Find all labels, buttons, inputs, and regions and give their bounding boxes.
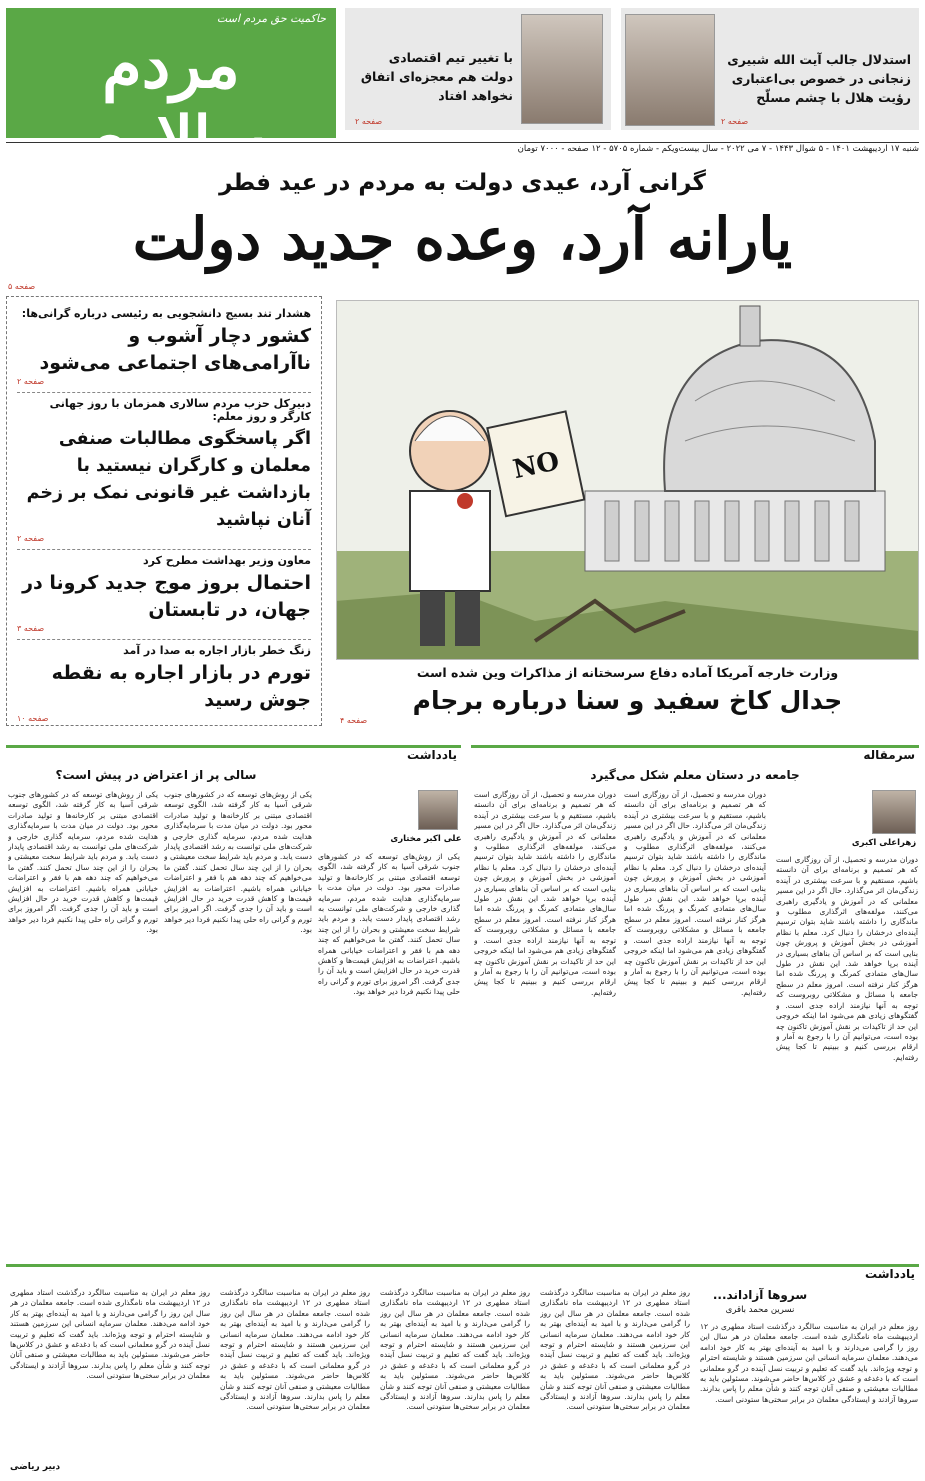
- divider: [17, 392, 311, 393]
- masthead-tagline: حاکمیت حق مردم است: [216, 12, 326, 25]
- editorial-section-header: سرمقاله: [471, 745, 919, 761]
- story-kicker: دبیرکل حزب مردم سالاری همزمان با روز جهانی کارگر و روز معلم:: [49, 397, 311, 423]
- story-kicker: هشدار تند بسیج دانشجویی به رئیسی درباره گرانی‌ها:: [21, 307, 311, 320]
- teaser-text: استدلال جالب آیت الله شبیری زنجانی در خصوص بی‌اعتباری رؤیت هلال با چشم مسلّح: [727, 52, 911, 105]
- bottom-byline: دبیر ریاضی: [10, 1462, 61, 1472]
- teaser-photo-official: [521, 14, 603, 124]
- teaser-text: با تغییر تیم اقتصادی دولت هم معجزه‌ای اتفاق نخواهد افتاد: [360, 50, 513, 103]
- lead-page: صفحه ۵: [8, 282, 36, 291]
- divider: [17, 549, 311, 550]
- story-2[interactable]: [17, 397, 311, 543]
- editorial-body-col2: دوران مدرسه و تحصیل، از آن روزگاری است که هر تصمیم و برنامه‌ای برای آن دانسته باشیم، مستقیم و با سرعت بیشتری در آینده زندگی‌مان اثر می‌گذارد. حال اگر در این مسیر معلمانی که در آموزش و یادگیری راهبری می‌کنند، مولفه‌های اثرگذاری مطلوب و ماندگاری را داشته باشند شاید بتوان ترسیم آینده‌ای درخشان را دنبال کرد. معلم با نظام آموزشی در بخش آموزش و پرورش چون بنایی است که بر اساس آن بناهای بسیاری در آینده برپا خواهد شد. این نقش در طول سال‌های متمادی کمرنگ و پررنگ شده اما هرگز کنار نرفته است. امروز معلم در سطح جامعه با مسائل و مشکلاتی روبروست که توجه به آنها نیازمند اراده جدی است. و گفتگوهای زیادی هم می‌شود اما اینکه خروجی این حد از تاکیدات بر نقش آموزش تاکنون چه بوده است، می‌توانیم آن را با رجوع به آمار و ارقام بررسی کنیم و ببینیم تا کجا پیش رفته‌ایم.: [624, 790, 766, 997]
- teaser-page: صفحه ۲: [721, 117, 749, 126]
- story-kicker: زنگ خطر بازار اجاره به صدا در آمد: [123, 644, 311, 657]
- teaser-economy[interactable]: [345, 8, 611, 130]
- left-stories-box: [6, 296, 322, 726]
- bottom-body-col5: روز معلم در ایران به مناسبت سالگرد درگذشت استاد مطهری در ۱۲ اردیبهشت ماه نامگذاری شده است. جامعه معلمان در هر سال این روز را گرامی می‌دارند و با امید به آینده‌ای بهتر به کار خود ادامه می‌دهند. معلمان سرمایه انسانی این سرزمین هستند و شایسته احترام و توجه ویژه‌اند. باید گفت که تعلیم و تربیت نسل آینده در گرو معلمانی است که با دغدغه و عشق در کلاس‌ها حاضر می‌شوند. مسئولین باید به مطالبات معیشتی و صنفی آنان توجه کنند و شأن معلم را پاس بدارند. سروها آزادند و ایستادگی معلمان در برابر سختی‌ها ستودنی است.: [10, 1288, 210, 1381]
- story-kicker: معاون وزیر بهداشت مطرح کرد: [143, 554, 311, 567]
- lead-headline[interactable]: یارانه آرد، وعده جدید دولت: [132, 205, 793, 273]
- masthead: [6, 8, 336, 178]
- editorial-body-col3: دوران مدرسه و تحصیل، از آن روزگاری است که هر تصمیم و برنامه‌ای برای آن دانسته باشیم، مستقیم و با سرعت بیشتری در آینده زندگی‌مان اثر می‌گذارد. حال اگر در این مسیر معلمانی که در آموزش و یادگیری راهبری می‌کنند، مولفه‌های اثرگذاری مطلوب و ماندگاری را داشته باشند شاید بتوان ترسیم آینده‌ای درخشان را دنبال کرد. معلم با نظام آموزشی در بخش آموزش و پرورش چون بنایی است که بر اساس آن بناهای بسیاری در آینده برپا خواهد شد. این نقش در طول سال‌های متمادی کمرنگ و پررنگ شده اما هرگز کنار نرفته است. امروز معلم در سطح جامعه با مسائل و مشکلاتی روبروست که توجه به آنها نیازمند اراده جدی است. و گفتگوهای زیادی هم می‌شود اما اینکه خروجی این حد از تاکیدات بر نقش آموزش تاکنون چه بوده است، می‌توانیم آن را با رجوع به آمار و ارقام بررسی کنیم و ببینیم تا کجا پیش رفته‌ایم.: [474, 790, 616, 997]
- story-headline: اگر پاسخگوی مطالبات صنفی معلمان و کارگران نیستید با بازداشت غیر قانونی نمک بر زخم آنان نپاشید: [26, 429, 311, 530]
- story-headline: احتمال بروز موج جدید کرونا در جهان، در تابستان: [22, 572, 311, 621]
- story-page: صفحه ۲: [17, 534, 45, 543]
- teaser-cleric[interactable]: [621, 8, 919, 130]
- bottom-author: نسرین محمد باقری: [725, 1305, 795, 1315]
- cartoon-sign: NO: [510, 446, 563, 486]
- cartoon-headline[interactable]: جدال کاخ سفید و سنا درباره برجام: [412, 686, 843, 715]
- teaser-page: صفحه ۲: [355, 117, 383, 126]
- bottom-body-col2: روز معلم در ایران به مناسبت سالگرد درگذشت استاد مطهری در ۱۲ اردیبهشت ماه نامگذاری شده است. جامعه معلمان در هر سال این روز را گرامی می‌دارند و با امید به آینده‌ای بهتر به کار خود ادامه می‌دهند. معلمان سرمایه انسانی این سرزمین هستند و شایسته احترام و توجه ویژه‌اند. باید گفت که تعلیم و تربیت نسل آینده در گرو معلمانی است که با دغدغه و عشق در کلاس‌ها حاضر می‌شوند. مسئولین باید به مطالبات معیشتی و صنفی آنان توجه کنند و شأن معلم را پاس بدارند. سروها آزادند و ایستادگی معلمان در برابر سختی‌ها ستودنی است.: [540, 1288, 690, 1412]
- story-page: صفحه ۳: [17, 624, 45, 633]
- bottom-section-header: یادداشت: [6, 1264, 919, 1280]
- lead-kicker: گرانی آرد، عیدی دولت به مردم در عید فطر: [219, 170, 706, 196]
- story-1[interactable]: [17, 307, 311, 386]
- story-page: صفحه ۲: [17, 377, 45, 386]
- editorial-author: زهراعلی اکبری: [851, 838, 917, 848]
- story-4[interactable]: [17, 644, 311, 723]
- dateline: شنبه ۱۷ اردیبهشت ۱۴۰۱ - ۵ شوال ۱۴۴۳ - ۷ می ۲۰۲۲ - سال بیست‌ویکم - شماره ۵۷۰۵ - ۱۲ صفحه - ۷۰۰۰ تومان: [6, 142, 919, 156]
- bottom-body-col3: روز معلم در ایران به مناسبت سالگرد درگذشت استاد مطهری در ۱۲ اردیبهشت ماه نامگذاری شده است. جامعه معلمان در هر سال این روز را گرامی می‌دارند و با امید به آینده‌ای بهتر به کار خود ادامه می‌دهند. معلمان سرمایه انسانی این سرزمین هستند و شایسته احترام و توجه ویژه‌اند. باید گفت که تعلیم و تربیت نسل آینده در گرو معلمانی است که با دغدغه و عشق در کلاس‌ها حاضر می‌شوند. مسئولین باید به مطالبات معیشتی و صنفی آنان توجه کنند و شأن معلم را پاس بدارند. سروها آزادند و ایستادگی معلمان در برابر سختی‌ها ستودنی است.: [380, 1288, 530, 1412]
- note-author: علی اکبر مختاری: [390, 834, 462, 844]
- note-body-col3: یکی از روش‌های توسعه که در کشورهای جنوب شرقی آسیا به کار گرفته شد، الگوی توسعه اقتصادی مبتنی بر کارخانه‌ها و تولید صادرات محور بود. دولت در میان مدت با سرمایه‌گذاری هدایت شده مردم، سرمایه گذاری خارجی و شرکت‌های ملی توانست به رشد اقتصادی پایدار دست یابد. و مردم باید شرایط سخت معیشتی و بحران را از این چند سال تحمل کنند. گفتن ما می‌خواهیم که چند دهه هم با فقر و اعتراضات خیابانی همراه باشیم. اعتراضات به افزایش قیمت‌ها و کاهش قدرت خرید در حال افزایش است و باید آن را جدی گرفت. اگر امروز برای تورم و گرانی راه حلی پیدا نکنیم فردا دیر خواهد بود.: [8, 790, 158, 935]
- note-author-photo: [418, 790, 458, 830]
- cartoon-page: صفحه ۴: [340, 716, 368, 725]
- cartoon-kicker: وزارت خارجه آمریکا آماده دفاع سرسختانه از مذاکرات وین شده است: [416, 665, 839, 680]
- editorial-body-col1: دوران مدرسه و تحصیل، از آن روزگاری است که هر تصمیم و برنامه‌ای برای آن دانسته باشیم، مستقیم و با سرعت بیشتری در آینده زندگی‌مان اثر می‌گذارد. حال اگر در این مسیر معلمانی که در آموزش و یادگیری راهبری می‌کنند، مولفه‌های اثرگذاری مطلوب و ماندگاری را داشته باشند شاید بتوان ترسیم آینده‌ای درخشان را دنبال کرد. معلم با نظام آموزشی در بخش آموزش و پرورش چون بنایی است که بر اساس آن بناهای بسیاری در آینده برپا خواهد شد. این نقش در طول سال‌های متمادی کمرنگ و پررنگ شده اما هرگز کنار نرفته است. امروز معلم در سطح جامعه با مسائل و مشکلاتی روبروست که توجه به آنها نیازمند اراده جدی است. و گفتگوهای زیادی هم می‌شود اما اینکه خروجی این حد از تاکیدات بر نقش آموزش تاکنون چه بوده است، می‌توانیم آن را با رجوع به آمار و ارقام بررسی کنیم و ببینیم تا کجا پیش رفته‌ایم.: [776, 855, 918, 1062]
- note-title[interactable]: سالی پر از اعتراض در پیش است؟: [55, 768, 257, 782]
- note-body-col2: یکی از روش‌های توسعه که در کشورهای جنوب شرقی آسیا به کار گرفته شد، الگوی توسعه اقتصادی مبتنی بر کارخانه‌ها و تولید صادرات محور بود. دولت در میان مدت با سرمایه‌گذاری هدایت شده مردم، سرمایه گذاری خارجی و شرکت‌های ملی توانست به رشد اقتصادی پایدار دست یابد. و مردم باید شرایط سخت معیشتی و بحران را از این چند سال تحمل کنند. گفتن ما می‌خواهیم که چند دهه هم با فقر و اعتراضات خیابانی همراه باشیم. اعتراضات به افزایش قیمت‌ها و کاهش قدرت خرید در حال افزایش است و باید آن را جدی گرفت. اگر امروز برای تورم و گرانی راه حلی پیدا نکنیم فردا دیر خواهد بود.: [164, 790, 312, 935]
- note-body-col1: یکی از روش‌های توسعه که در کشورهای جنوب شرقی آسیا به کار گرفته شد، الگوی توسعه اقتصادی مبتنی بر کارخانه‌ها و تولید صادرات محور بود. دولت در میان مدت با سرمایه‌گذاری هدایت شده مردم، سرمایه گذاری خارجی و شرکت‌های ملی توانست به رشد اقتصادی پایدار دست یابد. و مردم باید شرایط سخت معیشتی و بحران را از این چند سال تحمل کنند. گفتن ما می‌خواهیم که چند دهه هم با فقر و اعتراضات خیابانی همراه باشیم. اعتراضات به افزایش قیمت‌ها و کاهش قدرت خرید در حال افزایش است و باید آن را جدی گرفت. اگر امروز برای تورم و گرانی راه حلی پیدا نکنیم فردا دیر خواهد بود.: [318, 852, 460, 997]
- masthead-logo: مردم سالاری: [75, 28, 267, 178]
- bottom-body-col4: روز معلم در ایران به مناسبت سالگرد درگذشت استاد مطهری در ۱۲ اردیبهشت ماه نامگذاری شده است. جامعه معلمان در هر سال این روز را گرامی می‌دارند و با امید به آینده‌ای بهتر به کار خود ادامه می‌دهند. معلمان سرمایه انسانی این سرزمین هستند و شایسته احترام و توجه ویژه‌اند. باید گفت که تعلیم و تربیت نسل آینده در گرو معلمانی است که با دغدغه و عشق در کلاس‌ها حاضر می‌شوند. مسئولین باید به مطالبات معیشتی و صنفی آنان توجه کنند و شأن معلم را پاس بدارند. سروها آزادند و ایستادگی معلمان در برابر سختی‌ها ستودنی است.: [220, 1288, 370, 1412]
- editorial-title[interactable]: جامعه در دستان معلم شکل می‌گیرد: [590, 768, 800, 782]
- story-headline: تورم در بازار اجاره به نقطه جوش رسید: [51, 662, 311, 711]
- story-headline: کشور دچار آشوب و ناآرامی‌های اجتماعی می‌شود: [39, 325, 311, 374]
- story-3[interactable]: [17, 554, 311, 633]
- divider: [17, 639, 311, 640]
- cartoon-illustration: [336, 301, 918, 660]
- bottom-title[interactable]: سروها آزاد‌اند...: [712, 1288, 808, 1302]
- editorial-author-photo: [872, 790, 916, 834]
- bottom-body-col1: روز معلم در ایران به مناسبت سالگرد درگذشت استاد مطهری در ۱۲ اردیبهشت ماه نامگذاری شده است. جامعه معلمان در هر سال این روز را گرامی می‌دارند و با امید به آینده‌ای بهتر به کار خود ادامه می‌دهند. معلمان سرمایه انسانی این سرزمین هستند و شایسته احترام و توجه ویژه‌اند. باید گفت که تعلیم و تربیت نسل آینده در گرو معلمانی است که با دغدغه و عشق در کلاس‌ها حاضر می‌شوند. مسئولین باید به مطالبات معیشتی و صنفی آنان توجه کنند و شأن معلم را پاس بدارند. سروها آزادند و ایستادگی معلمان در برابر سختی‌ها ستودنی است.: [700, 1322, 918, 1404]
- note-section-header: یادداشت: [6, 745, 461, 761]
- story-page: صفحه ۱۰: [17, 714, 49, 723]
- cartoon-image: [336, 300, 919, 660]
- teaser-photo-cleric: [625, 14, 715, 126]
